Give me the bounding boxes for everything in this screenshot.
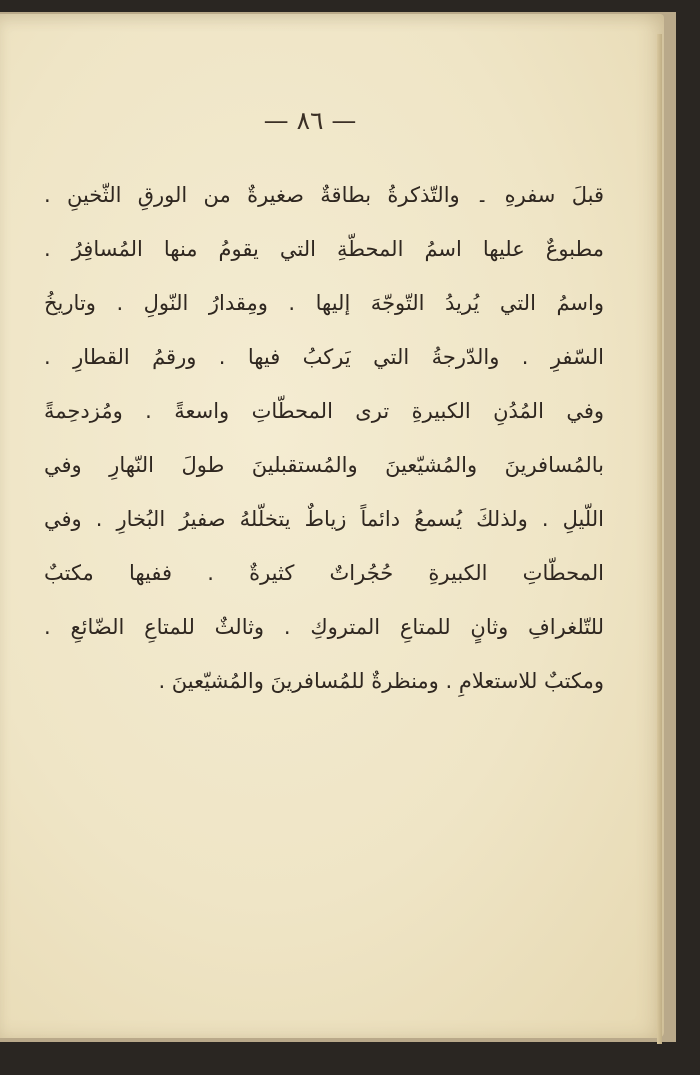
text-line: واسمُ التي يُريدُ التّوجّهَ إليها . ومِقدارُ النّولِ . وتاريخُ — [44, 291, 604, 315]
text-line: مطبوعٌ عليها اسمُ المحطّةِ التي يقومُ منها المُسافِرُ . — [44, 237, 604, 261]
text-line: ومكتبٌ للاستعلامِ . ومنظرةٌ للمُسافرينَ والمُشيّعينَ . — [158, 669, 604, 693]
text-line: للتّلغرافِ وثانٍ للمتاعِ المتروكِ . وثالثٌ للمتاعِ الضّائعِ . — [44, 615, 604, 639]
book-page — [0, 14, 664, 1038]
body-text — [44, 168, 604, 708]
text-line: بالمُسافرينَ والمُشيّعينَ والمُستقبلينَ طولَ النّهارِ وفي — [44, 453, 604, 477]
text-line: المحطّاتِ الكبيرةِ حُجُراتٌ كثيرةٌ . ففيها مكتبٌ — [44, 561, 604, 585]
text-line: اللّيلِ . ولذلكَ يُسمعُ دائماً زياطٌ يتخلّلهُ صفيرُ البُخارِ . وفي — [44, 507, 604, 531]
page-edge — [657, 34, 662, 1044]
page-number: — ٨٦ — — [263, 106, 357, 135]
text-line: وفي المُدُنِ الكبيرةِ ترى المحطّاتِ واسعةً . ومُزدحِمةً — [44, 399, 604, 423]
text-line: السّفرِ . والدّرجةُ التي يَركبُ فيها . ورقمُ القطارِ . — [44, 345, 604, 369]
text-line: قبلَ سفرهِ ۔ والتّذكرةُ بطاقةٌ صغيرةٌ من الورقِ الثّخينِ . — [44, 183, 604, 207]
